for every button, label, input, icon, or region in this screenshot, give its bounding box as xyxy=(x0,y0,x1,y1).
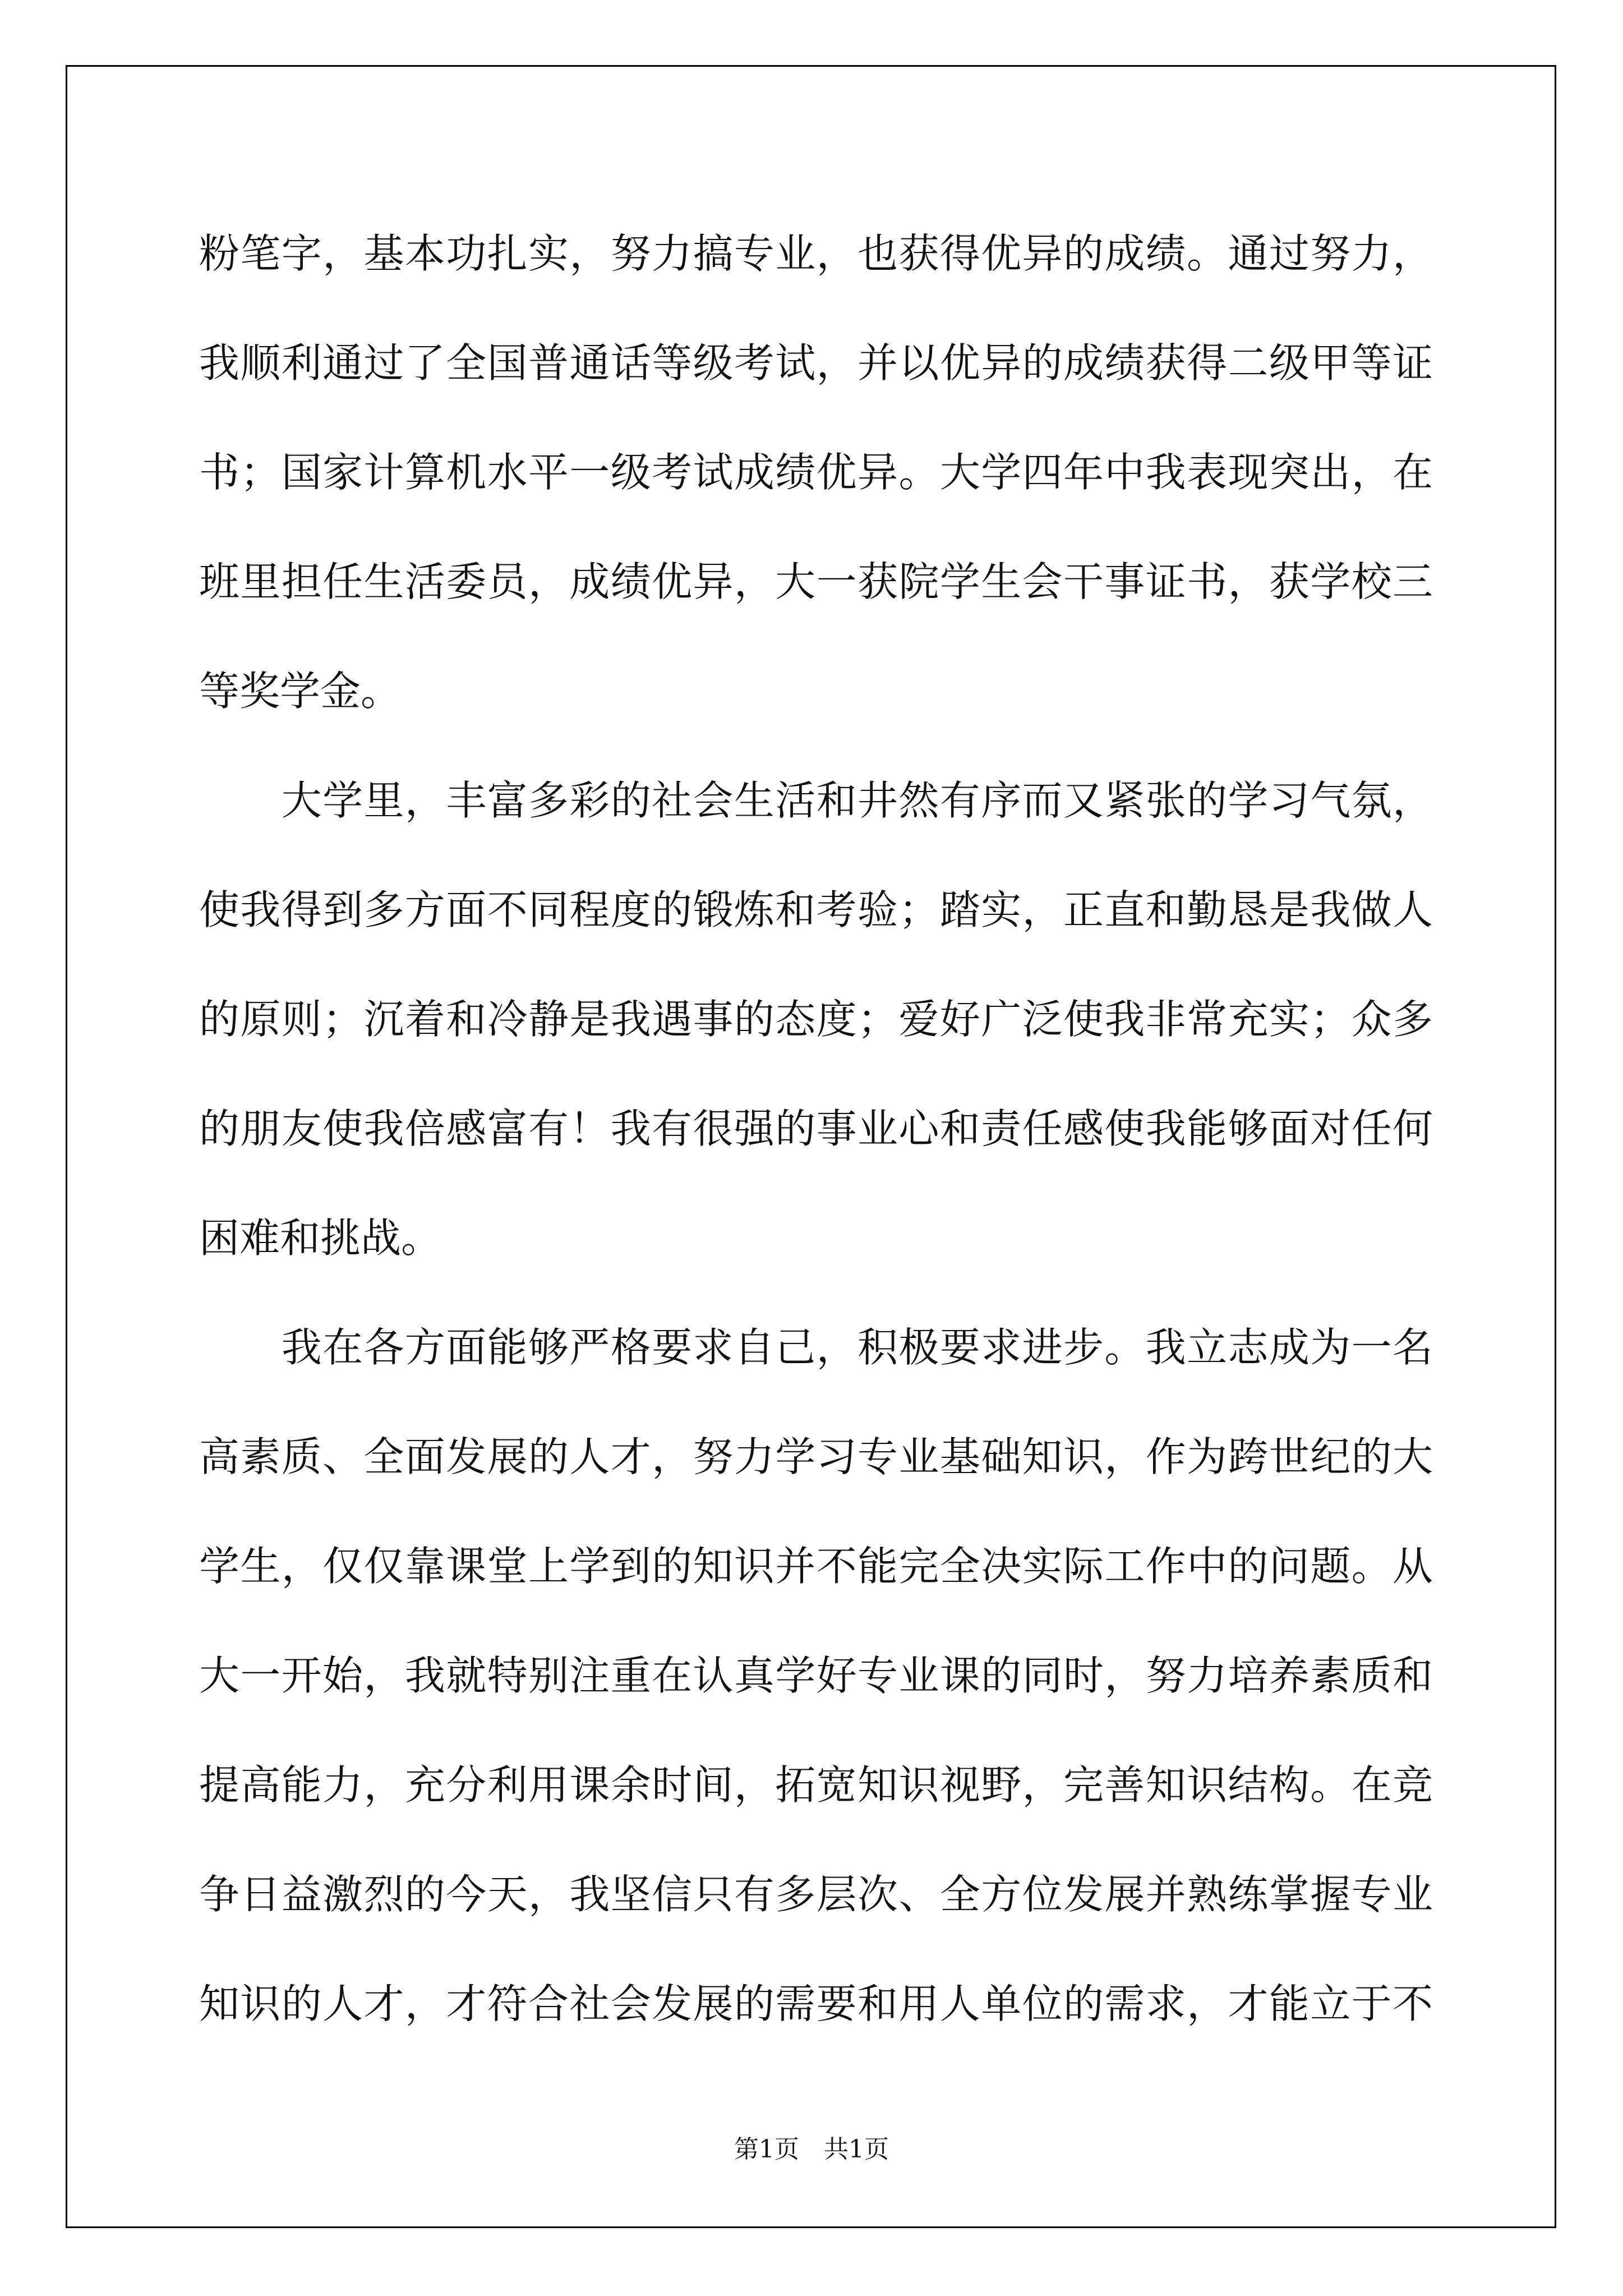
text-line: 的朋友使我倍感富有！我有很强的事业心和责任感使我能够面对任何 xyxy=(199,1105,1433,1152)
text-line: 使我得到多方面不同程度的锻炼和考验；踏实，正直和勤恳是我做人 xyxy=(199,886,1433,933)
text-line: 知识的人才，才符合社会发展的需要和用人单位的需求，才能立于不 xyxy=(199,1980,1433,2027)
text-line: 我在各方面能够严格要求自己，积极要求进步。我立志成为一名 xyxy=(199,1324,1433,1371)
text-line: 大一开始，我就特别注重在认真学好专业课的同时，努力培养素质和 xyxy=(199,1652,1433,1699)
text-line: 粉笔字，基本功扎实，努力搞专业，也获得优异的成绩。通过努力， xyxy=(199,230,1433,277)
text-line: 班里担任生活委员，成绩优异，大一获院学生会干事证书，获学校三 xyxy=(199,558,1433,605)
text-line: 提高能力，充分利用课余时间，拓宽知识视野，完善知识结构。在竞 xyxy=(199,1761,1433,1809)
text-line: 书；国家计算机水平一级考试成绩优异。大学四年中我表现突出，在 xyxy=(199,449,1433,496)
text-line: 的原则；沉着和冷静是我遇事的态度；爱好广泛使我非常充实；众多 xyxy=(199,996,1433,1043)
text-line: 我顺利通过了全国普通话等级考试，并以优异的成绩获得二级甲等证 xyxy=(199,339,1433,386)
page-number-footer: 第1页 共1页 xyxy=(734,2135,889,2164)
text-line: 大学里，丰富多彩的社会生活和井然有序而又紧张的学习气氛， xyxy=(199,777,1433,824)
text-line: 等奖学金。 xyxy=(199,668,402,715)
text-line: 高素质、全面发展的人才，努力学习专业基础知识，作为跨世纪的大 xyxy=(199,1433,1433,1480)
text-line: 学生，仅仅靠课堂上学到的知识并不能完全决实际工作中的问题。从 xyxy=(199,1543,1433,1590)
text-line: 困难和挑战。 xyxy=(199,1214,442,1262)
document-body xyxy=(199,199,1433,2059)
text-line: 争日益激烈的今天，我坚信只有多层次、全方位发展并熟练掌握专业 xyxy=(199,1871,1433,1918)
